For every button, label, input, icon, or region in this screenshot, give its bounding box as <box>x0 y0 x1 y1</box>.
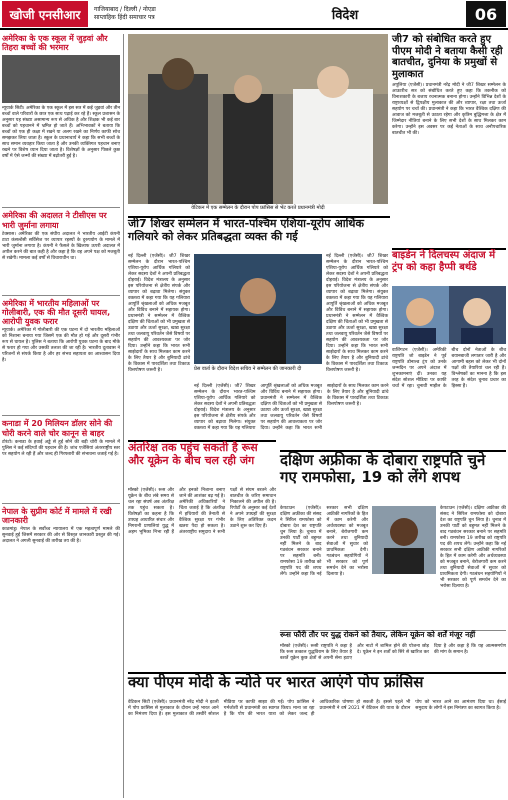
headline-modi-g7: जी7 को संबोधित करते हुए पीएम मोदी ने बताया कैसी रही बातचीत, दुनिया के प्रमुखों से मुलाकात <box>392 34 503 80</box>
photo-school-students <box>2 55 120 103</box>
headline-ramaphosa: दक्षिण अफ्रीका के दोबारा राष्ट्रपति चुने गए रामफोसा, 19 को लेंगे शपथ <box>280 451 486 487</box>
headline-canada-gold: कनाडा में 20 मिलियन डॉलर सोने की चोरी करने वाले चोर कानून से बाहर <box>2 419 113 438</box>
photo-trump-biden-illustration <box>392 286 506 344</box>
newspaper-logo: खोजी एनसीआर <box>2 1 88 27</box>
headline-pope-india: क्या पीएम मोदी के न्योते पर भारत आएंगे पोप फ्रांसिस <box>128 673 424 691</box>
headline-us-shooting: अमेरिका में भारतीय महिलाओं पर गोलीबारी, एक की मौत दूसरी घायल, आरोपी युवक फरार <box>2 298 111 327</box>
photo-modi-pope-illustration <box>128 34 388 204</box>
divider <box>2 295 120 296</box>
photo-ramaphosa <box>372 506 436 574</box>
photo-trump-biden <box>392 286 506 344</box>
headline-block-space-war <box>128 440 276 486</box>
article-modi-g7 <box>392 34 506 244</box>
headline-block-ramaphosa <box>280 450 506 504</box>
photo-caption-press-briefing: प्रेस वार्ता के दौरान विदेश सचिव ने सम्मेलन की जानकारी दी <box>194 366 302 372</box>
section-title: विदेश <box>331 8 359 23</box>
body-g7-corridor-col2: नई दिल्ली (एजेंसी)। जी7 शिखर सम्मेलन के दौरान भारत-पश्चिम एशिया-यूरोप आर्थिक गलियारे को लेकर सदस्य देशों ने अपनी प्रतिबद्धता दोहराई। विदेश मंत्रालय के अनुसार इस परियोजना से क्षेत्रीय संपर्क और व्यापार को बढ़ावा मिलेगा। संयुक्त वक्तव्य में कहा गया कि यह गलियारा आपूर्ति श्रृंखलाओं को अधिक मजबूत और विविध बनाने में सहायक होगा। प्रधानमंत्री ने सम्मेलन में वैश्विक दक्षिण की चिंताओं को भी प्रमुखता से उठाया और ऊर्जा सुरक्षा, खाद्य सुरक्षा तथा जलवायु परिवर्तन जैसे विषयों पर सहयोग की आवश्यकता पर जोर दिया। उन्होंने कहा कि भारत सभी साझेदारों के साथ मिलकर काम करने के लिए तैयार है और बुनियादी ढांचे के विकास में पारदर्शिता तथा टिकाऊ वित्तपोषण जरूरी है। <box>326 254 388 373</box>
headline-g7-corridor: जी7 शिखर सम्मेलन में भारत-पश्चिम एशिया-यूरोप आर्थिक गलियारे को लेकर प्रतिबद्धता व्यक्त की गई <box>128 217 364 243</box>
body-pope-india: वेटिकन सिटी (एजेंसी)। प्रधानमंत्री नरेंद्र मोदी ने इटली में पोप फ्रांसिस से मुलाकात के दौरान उन्हें भारत आने का निमंत्रण दिया है। इस मुलाकात की तस्वीरें सोशल मीडिया पर काफी साझा की गईं। पोप फ्रांसिस ने गर्मजोशी से प्रधानमंत्री का स्वागत किया। माना जा रहा है कि पोप की भारत यात्रा को लेकर जल्द ही आधिकारिक घोषणा हो सकती है। इससे पहले भी प्रधानमंत्री ने वर्ष 2021 में वेटिकन की यात्रा के दौरान पोप को भारत आने का आमंत्रण दिया था। ईसाई समुदाय के लोगों ने इस निमंत्रण का स्वागत किया है। <box>128 700 506 717</box>
photo-press-briefing-illustration <box>194 254 322 364</box>
divider <box>2 503 120 504</box>
headline-block-russia <box>280 630 506 644</box>
photo-press-briefing <box>194 254 322 364</box>
body-biden-trump: वाशिंगटन (एजेंसी)। अमेरिकी राष्ट्रपति जो बाइडेन ने पूर्व राष्ट्रपति डोनाल्ड ट्रंप को उनके जन्मदिन पर अपने अंदाज में शुभकामनाएं दीं। उनका यह संदेश सोशल मीडिया पर काफी चर्चा में रहा। चुनावी माहौल के बीच दोनों नेताओं के बीच बयानबाजी लगातार जारी है और आगामी बहस को लेकर भी दोनों पक्षों की तैयारियां चल रही हैं। विश्लेषकों का मानना है कि इस तरह के संदेश चुनाव प्रचार का हिस्सा हैं। <box>392 348 506 389</box>
masthead-line-1: गाजियाबाद / दिल्ली / नोएडा <box>94 6 156 13</box>
headline-biden-trump: बाइडेन ने दिलचस्प अंदाज में ट्रंप को कहा हैप्पी बर्थडे <box>392 250 496 273</box>
headline-space-war: अंतरिक्ष तक पहुंच सकती है रूस और यूक्रेन के बीच चल रही जंग <box>128 441 258 467</box>
photo-modi-pope <box>128 34 388 204</box>
body-space-war: मॉस्को (एजेंसी)। रूस और यूक्रेन के बीच लंबे समय से चल रहा संघर्ष अब अंतरिक्ष तक पहुंच सकता है। विशेषज्ञों का कहना है कि उपग्रह आधारित संचार और निगरानी प्रणालियां युद्ध में अहम भूमिका निभा रही हैं और इनको निशाना बनाए जाने की आशंका बढ़ गई है। अमेरिकी अधिकारियों ने चिंता जताई है कि अंतरिक्ष में हथियारों की तैनाती से वैश्विक सुरक्षा पर गंभीर खतरा पैदा हो सकता है। अंतरराष्ट्रीय समुदाय ने सभी पक्षों से संयम बरतने और बातचीत के जरिए समाधान निकालने की अपील की है। रिपोर्टों के अनुसार कई देशों ने अपने उपग्रहों की सुरक्षा के लिए अतिरिक्त कदम उठाने शुरू कर दिए हैं। <box>128 488 276 535</box>
body-modi-g7: अपूलिया (एजेंसी)। प्रधानमंत्री नरेंद्र मोदी ने जी7 शिखर सम्मेलन के आउटरीच सत्र को संबोधित करते हुए कहा कि तकनीक को विनाशकारी के बजाय रचनात्मक बनाना होगा। उन्होंने विभिन्न देशों के राष्ट्राध्यक्षों से द्विपक्षीय मुलाकात की और व्यापार, रक्षा तथा ऊर्जा सहयोग पर चर्चा की। प्रधानमंत्री ने कहा कि भारत वैश्विक दक्षिण की आवाज को मजबूती से उठाता रहेगा और कृत्रिम बुद्धिमत्ता के क्षेत्र में जिम्मेदार नीतियां बनाने के लिए सभी देशों के साथ मिलकर काम करेगा। उन्होंने इस अवसर पर कई नेताओं के साथ अनौपचारिक बातचीत भी की। <box>392 83 506 136</box>
article-tcs-fine: टेक्सास। अमेरिका की एक संघीय अदालत ने भारतीय आईटी कंपनी टाटा कंसल्टेंसी सर्विसेज पर व्यापार रहस्यों के दुरुपयोग के मामले में भारी जुर्माना लगाया है। कंपनी ने फैसले के खिलाफ ऊपरी अदालत में अपील करने की बात कही है और कहा है कि वह अपने पक्ष को मजबूती से रखेगी। मामला कई वर्षों से विचाराधीन था। <box>2 231 120 261</box>
body-russia-ceasefire: मॉस्को (एजेंसी)। रूसी राष्ट्रपति ने कहा है कि रूस तत्काल युद्धविराम के लिए तैयार है बशर्ते यूक्रेन कुछ क्षेत्रों से अपनी सेना हटाए और नाटो में शामिल होने की योजना छोड़ दे। यूक्रेन ने इन शर्तों को सिरे से खारिज कर दिया है और कहा है कि यह आत्मसमर्पण की मांग के समान है। <box>280 644 506 661</box>
article-school-twins: न्यूयार्क सिटी। अमेरिका के एक स्कूल में इस सत्र में कई जुड़वां और तीन बच्चों वाले परिवारों के छात्र एक साथ पढ़ाई कर रहे हैं। स्कूल प्रशासन के अनुसार यह संख्या असामान्य रूप से अधिक है और शिक्षक भी कई बार बच्चों को पहचानने में भ्रमित हो जाते हैं। अभिभावकों ने बताया कि बच्चों को एक ही कक्षा में रखने या अलग रखने का निर्णय काफी सोच समझकर लिया जाता है। स्कूल के प्रधानाचार्य ने कहा कि सभी बच्चों के साथ समान व्यवहार किया जाता है और उनकी व्यक्तिगत पहचान बनाए रखने पर विशेष ध्यान दिया जाता है। विशेषज्ञों के अनुसार पिछले कुछ वर्षों में ऐसे जन्मों की संख्या में बढ़ोतरी हुई है। <box>2 106 120 160</box>
body-g7-corridor-col1: नई दिल्ली (एजेंसी)। जी7 शिखर सम्मेलन के दौरान भारत-पश्चिम एशिया-यूरोप आर्थिक गलियारे को लेकर सदस्य देशों ने अपनी प्रतिबद्धता दोहराई। विदेश मंत्रालय के अनुसार इस परियोजना से क्षेत्रीय संपर्क और व्यापार को बढ़ावा मिलेगा। संयुक्त वक्तव्य में कहा गया कि यह गलियारा आपूर्ति श्रृंखलाओं को अधिक मजबूत और विविध बनाने में सहायक होगा। प्रधानमंत्री ने सम्मेलन में वैश्विक दक्षिण की चिंताओं को भी प्रमुखता से उठाया और ऊर्जा सुरक्षा, खाद्य सुरक्षा तथा जलवायु परिवर्तन जैसे विषयों पर सहयोग की आवश्यकता पर जोर दिया। उन्होंने कहा कि भारत सभी साझेदारों के साथ मिलकर काम करने के लिए तैयार है और बुनियादी ढांचे के विकास में पारदर्शिता तथा टिकाऊ वित्तपोषण जरूरी है। <box>128 254 190 373</box>
body-g7-corridor-col3: नई दिल्ली (एजेंसी)। जी7 शिखर सम्मेलन के दौरान भारत-पश्चिम एशिया-यूरोप आर्थिक गलियारे को लेकर सदस्य देशों ने अपनी प्रतिबद्धता दोहराई। विदेश मंत्रालय के अनुसार इस परियोजना से क्षेत्रीय संपर्क और व्यापार को बढ़ावा मिलेगा। संयुक्त वक्तव्य में कहा गया कि यह गलियारा आपूर्ति श्रृंखलाओं को अधिक मजबूत और विविध बनाने में सहायक होगा। प्रधानमंत्री ने सम्मेलन में वैश्विक दक्षिण की चिंताओं को भी प्रमुखता से उठाया और ऊर्जा सुरक्षा, खाद्य सुरक्षा तथा जलवायु परिवर्तन जैसे विषयों पर सहयोग की आवश्यकता पर जोर दिया। उन्होंने कहा कि भारत सभी साझेदारों के साथ मिलकर काम करने के लिए तैयार है और बुनियादी ढांचे के विकास में पारदर्शिता तथा टिकाऊ वित्तपोषण जरूरी है। <box>194 384 389 431</box>
headline-nepal-court: नेपाल के सुप्रीम कोर्ट में मामले में रखी जानकारी <box>2 506 112 525</box>
body-ramaphosa-col2: केपटाउन (एजेंसी)। दक्षिण अफ्रीका की संसद ने सिरिल रामफोसा को दोबारा देश का राष्ट्रपति चुन लिया है। चुनाव में उनकी पार्टी को बहुमत नहीं मिलने के बाद गठबंधन सरकार बनाने पर सहमति बनी। रामफोसा 19 तारीख को राष्ट्रपति पद की शपथ लेंगे। उन्होंने कहा कि नई सरकार सभी दक्षिण अफ्रीकी नागरिकों के हित में काम करेगी और अर्थव्यवस्था को मजबूत बनाने, बेरोजगारी कम करने तथा बुनियादी सेवाओं में सुधार को प्राथमिकता देगी। गठबंधन सहयोगियों ने भी सरकार को पूर्ण समर्थन देने का भरोसा दिलाया है। <box>440 506 506 589</box>
article-us-shooting: न्यूयार्क। अमेरिका में गोलीबारी की एक घटना में दो भारतीय महिलाओं को निशाना बनाया गया जिसमें एक की मौत हो गई और दूसरी गंभीर रूप से घायल है। पुलिस ने बताया कि आरोपी युवक घटना के बाद मौके से फरार हो गया और उसकी तलाश की जा रही है। भारतीय दूतावास ने परिजनों से संपर्क किया है और हर संभव सहायता का आश्वासन दिया है। <box>2 328 120 364</box>
headline-tcs-fine: अमेरिका की अदालत ने टीसीएस पर भारी जुर्माना लगाया <box>2 211 107 230</box>
headline-block-pope <box>128 672 506 698</box>
masthead <box>94 6 224 22</box>
headline-russia-ceasefire: रूस फौरी तौर पर युद्ध रोकने को तैयार, लेकिन यूक्रेन को शर्तें मंजूर नहीं <box>280 630 476 639</box>
divider <box>2 415 120 416</box>
left-column <box>2 34 124 798</box>
page-number: 06 <box>466 1 506 27</box>
headline-block-g7-corridor <box>128 216 390 252</box>
article-canada-gold: टोरंटो। कनाडा के हवाई अड्डे से हुई सोने की बड़ी चोरी के मामले में पुलिस ने कई संदिग्धों की पहचान की है। जांच एजेंसियां अंतरराष्ट्रीय स्तर पर सहयोग ले रही हैं और जल्द ही गिरफ्तारी की संभावना जताई गई है। <box>2 439 120 457</box>
photo-ramaphosa-illustration <box>372 506 436 574</box>
article-nepal-court: काठमांडू। नेपाल के सर्वोच्च न्यायालय में एक महत्वपूर्ण मामले की सुनवाई हुई जिसमें सरकार की ओर से विस्तृत जानकारी प्रस्तुत की गई। अदालत ने अगली सुनवाई की तारीख तय की है। <box>2 527 120 545</box>
page-header <box>0 0 508 30</box>
headline-school-twins: अमेरिका के एक स्कूल में जुड़वां और तिहरा बच्चों की भरमार <box>2 34 108 53</box>
masthead-line-2: साप्ताहिक हिंदी समाचार पत्र <box>94 14 155 21</box>
photo-caption-modi-pope: वेटिकन में एक सम्मेलन के दौरान पोप फ्रांसिस से भेंट करते प्रधानमंत्री मोदी <box>191 205 325 211</box>
divider <box>2 207 120 208</box>
body-ramaphosa-col1: केपटाउन (एजेंसी)। दक्षिण अफ्रीका की संसद ने सिरिल रामफोसा को दोबारा देश का राष्ट्रपति चुन लिया है। चुनाव में उनकी पार्टी को बहुमत नहीं मिलने के बाद गठबंधन सरकार बनाने पर सहमति बनी। रामफोसा 19 तारीख को राष्ट्रपति पद की शपथ लेंगे। उन्होंने कहा कि नई सरकार सभी दक्षिण अफ्रीकी नागरिकों के हित में काम करेगी और अर्थव्यवस्था को मजबूत बनाने, बेरोजगारी कम करने तथा बुनियादी सेवाओं में सुधार को प्राथमिकता देगी। गठबंधन सहयोगियों ने भी सरकार को पूर्ण समर्थन देने का भरोसा दिलाया है। <box>280 506 368 577</box>
